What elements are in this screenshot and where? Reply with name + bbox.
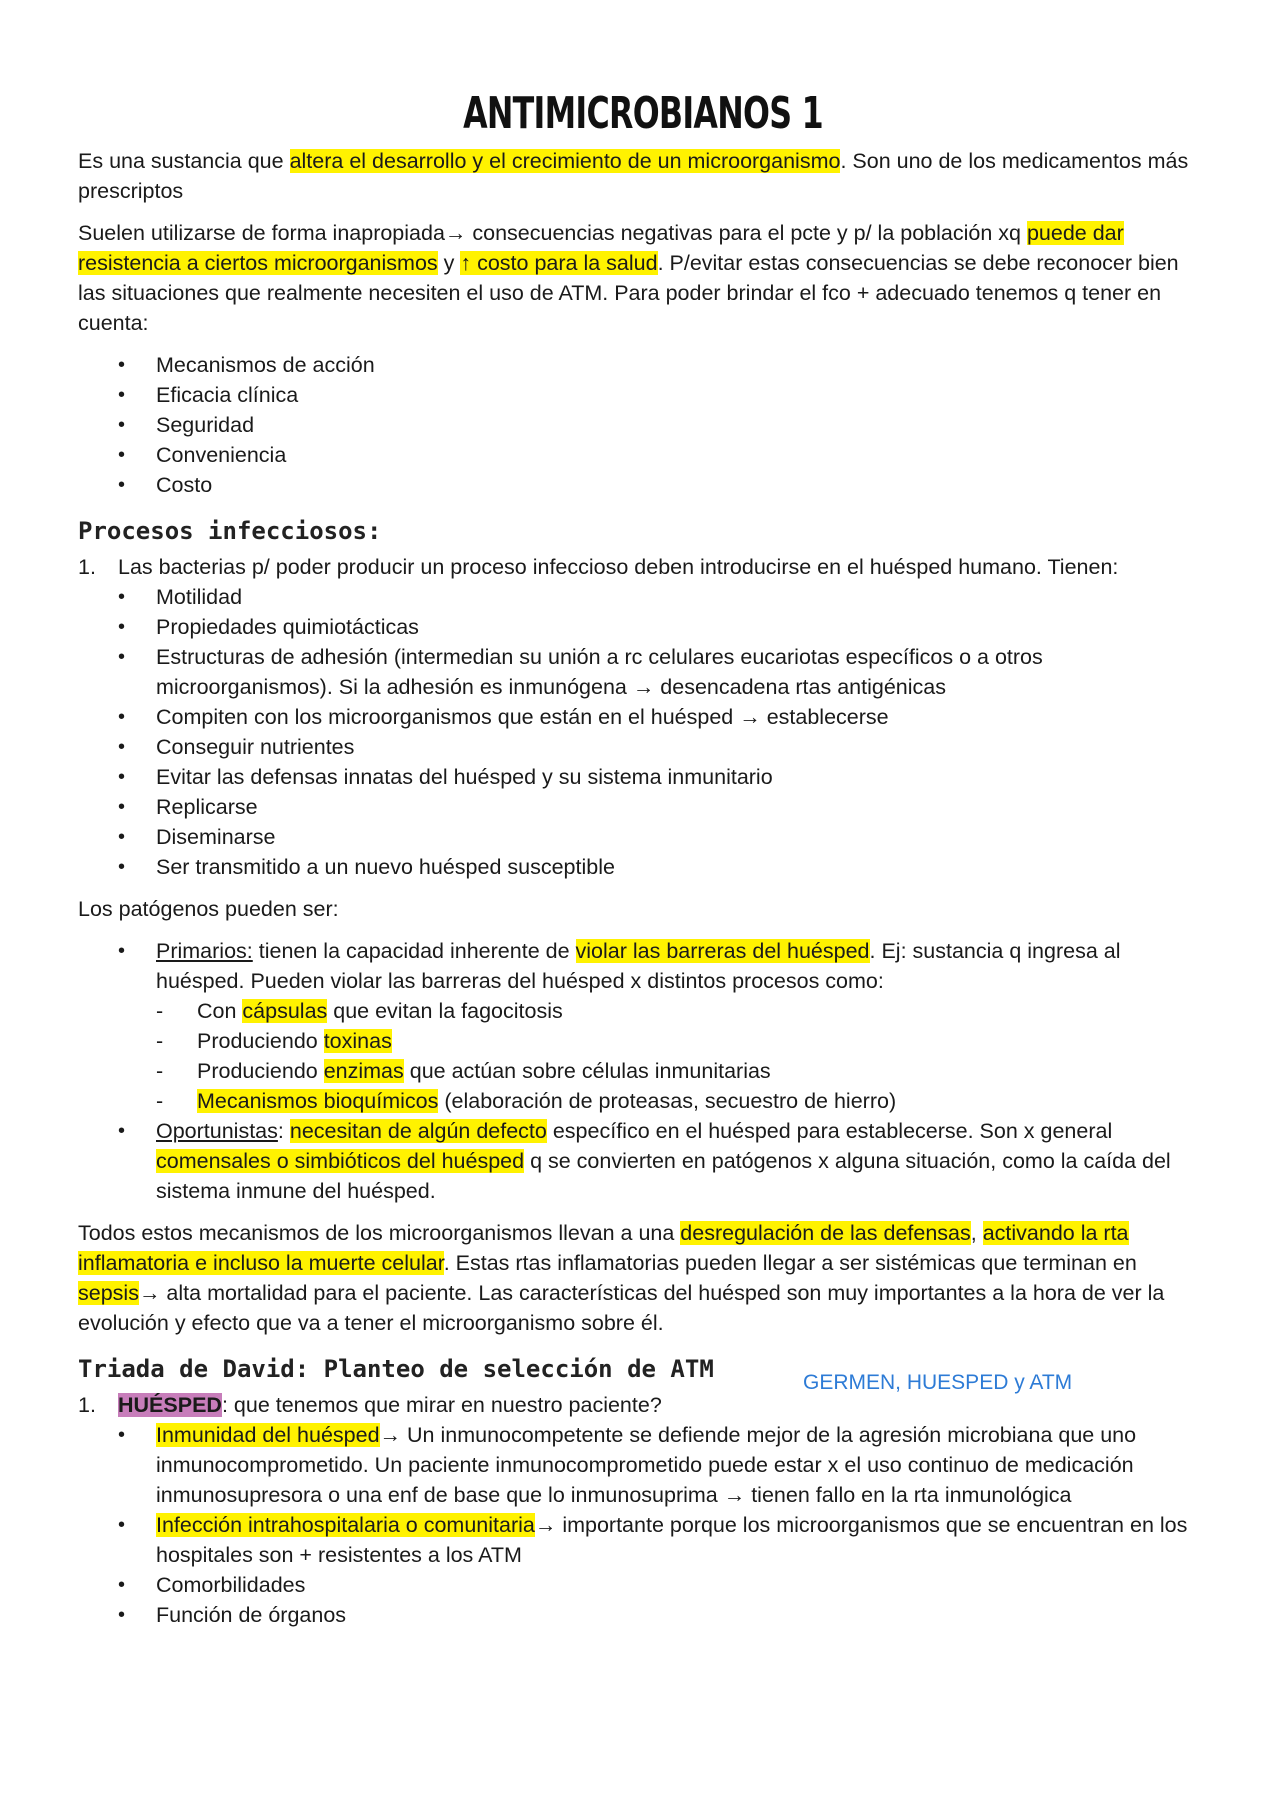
text: que actúan sobre células inmunitarias (403, 1059, 771, 1083)
highlight: necesitan de algún defecto (289, 1119, 547, 1143)
text: Suelen utilizarse de forma inapropiada→ consecuencias negativas para el pcte y p/ la población xq (78, 221, 1027, 245)
text: específico en el huésped para establecerse. Son x general (546, 1119, 1113, 1143)
term-label: Primarios: (156, 939, 253, 963)
text: Produciendo (197, 1029, 324, 1053)
highlight: cápsulas (242, 999, 328, 1023)
text: . Ej: sustancia q ingresa al huésped. Pueden violar las barreras del huésped x distintos procesos como: (156, 939, 1121, 993)
list-item (78, 1510, 1208, 1570)
document-content (78, 86, 1208, 1642)
list-item: • Propiedades quimiotácticas (78, 612, 1208, 642)
list-item: • Ser transmitido a un nuevo huésped susceptible (78, 852, 1208, 882)
intro-paragraph-1 (78, 146, 1208, 206)
text: , (970, 1221, 983, 1245)
list-item-primarios (78, 936, 1208, 1116)
highlight: toxinas (323, 1029, 392, 1053)
criteria-list (78, 350, 1208, 500)
highlight: comensales o simbióticos del huésped (156, 1149, 525, 1173)
highlight: desregulación de las defensas (680, 1221, 971, 1245)
list-item (78, 552, 1208, 882)
text: . P/evitar estas consecuencias se debe reconocer bien las situaciones que realmente necesiten el uso de ATM. Para poder brindar el fco + adecuado tenemos q tener en cuenta: (78, 251, 1179, 335)
item-text: : que tenemos que mirar en nuestro paciente? (221, 1393, 662, 1417)
procesos-list (78, 552, 1208, 882)
text: tienen la capacidad inherente de (252, 939, 576, 963)
patogenos-intro: Los patógenos pueden ser: (78, 897, 339, 921)
item-number: 1. (78, 1393, 96, 1417)
list-item: • Compiten con los microorganismos que están en el huésped → establecerse (78, 702, 1208, 732)
highlight: violar las barreras del huésped (575, 939, 870, 963)
list-item: • Motilidad (78, 582, 1208, 612)
side-note: GERMEN, HUESPED y ATM (803, 1371, 1073, 1394)
highlight: Infección intrahospitalaria o comunitaria (156, 1513, 535, 1537)
closing-paragraph (78, 1218, 1208, 1338)
text: : (277, 1119, 290, 1143)
list-item (156, 1086, 1208, 1116)
text: → alta mortalidad para el paciente. Las características del huésped son muy importantes a la hora de ver la evolución y efecto que va a tener el microorganismo sobre él. (78, 1281, 1165, 1335)
section-heading-triada: Triada de David: Planteo de selección de ATM (78, 1355, 714, 1383)
text: Con (197, 999, 243, 1023)
list-item: • Diseminarse (78, 822, 1208, 852)
term-label: Oportunistas (156, 1119, 278, 1143)
section-heading-procesos: Procesos infecciosos: (78, 517, 382, 545)
patogenos-list (78, 936, 1208, 1206)
highlight: altera el desarrollo y el crecimiento de un microorganismo (289, 149, 841, 173)
list-item: • Eficacia clínica (78, 380, 1208, 410)
huesped-factors-list (118, 1420, 1208, 1630)
page-title: ANTIMICROBIANOS 1 (463, 88, 823, 139)
text: y (437, 251, 461, 275)
text: Todos estos mecanismos de los microorganismos llevan a una (78, 1221, 681, 1245)
text: q se convierten en patógenos x alguna situación, como la caída del sistema inmune del huésped. (156, 1149, 1171, 1203)
triada-list (78, 1390, 1208, 1630)
text: Es una sustancia que (78, 149, 290, 173)
list-item (156, 1026, 1208, 1056)
highlight: Inmunidad del huésped (156, 1423, 380, 1447)
list-item: • Conveniencia (78, 440, 1208, 470)
text: que evitan la fagocitosis (327, 999, 563, 1023)
bacteria-traits-list (118, 582, 1208, 882)
list-item (78, 1390, 1208, 1630)
list-item (156, 1056, 1208, 1086)
item-number: 1. (78, 555, 96, 579)
huesped-label: HUÉSPED (118, 1393, 222, 1417)
text: . Estas rtas inflamatorias pueden llegar a ser sistémicas que terminan en (443, 1251, 1137, 1275)
list-item: • Costo (78, 470, 1208, 500)
highlight: Mecanismos bioquímicos (197, 1089, 439, 1113)
text: → importante porque los microorganismos que se encuentran en los hospitales son + resistentes a los ATM (156, 1513, 1188, 1567)
list-item: • Seguridad (78, 410, 1208, 440)
intro-paragraph-2 (78, 218, 1208, 338)
list-item-oportunistas (78, 1116, 1208, 1206)
text: . Son uno de los medicamentos más prescriptos (78, 149, 1189, 203)
list-item: • Evitar las defensas innatas del huésped y su sistema inmunitario (78, 762, 1208, 792)
triada-heading-row (78, 1352, 1208, 1394)
list-item: • Función de órganos (78, 1600, 1208, 1630)
highlight: ↑ costo para la salud (460, 251, 658, 275)
list-item (156, 996, 1208, 1026)
item-text: Las bacterias p/ poder producir un proceso infeccioso deben introducirse en el huésped humano. Tienen: (118, 555, 1119, 579)
text: Produciendo (197, 1059, 324, 1083)
list-item: • Replicarse (78, 792, 1208, 822)
list-item: • Estructuras de adhesión (intermedian su unión a rc celulares eucariotas específicos o a otros microorganismos). Si la adhesión es inmunógena → desencadena rtas antigénicas (78, 642, 1208, 702)
list-item: • Conseguir nutrientes (78, 732, 1208, 762)
highlight: puede dar resistencia a ciertos microorganismos (78, 221, 1124, 275)
highlight: enzimas (323, 1059, 404, 1083)
mechanisms-list (156, 996, 1208, 1116)
text: (elaboración de proteasas, secuestro de hierro) (438, 1089, 897, 1113)
highlight: sepsis (78, 1281, 139, 1305)
list-item: • Mecanismos de acción (78, 350, 1208, 380)
list-item: • Comorbilidades (78, 1570, 1208, 1600)
list-item (78, 1420, 1208, 1510)
highlight: activando la rta inflamatoria e incluso la muerte celular (78, 1221, 1129, 1275)
text: → Un inmunocompetente se defiende mejor de la agresión microbiana que uno inmunocomprometido. Un paciente inmunocomprometido puede estar x el uso continuo de medicación inmunosupresora o una enf de base que lo inmunosuprima → tienen fallo en la rta inmunológica (156, 1423, 1137, 1507)
